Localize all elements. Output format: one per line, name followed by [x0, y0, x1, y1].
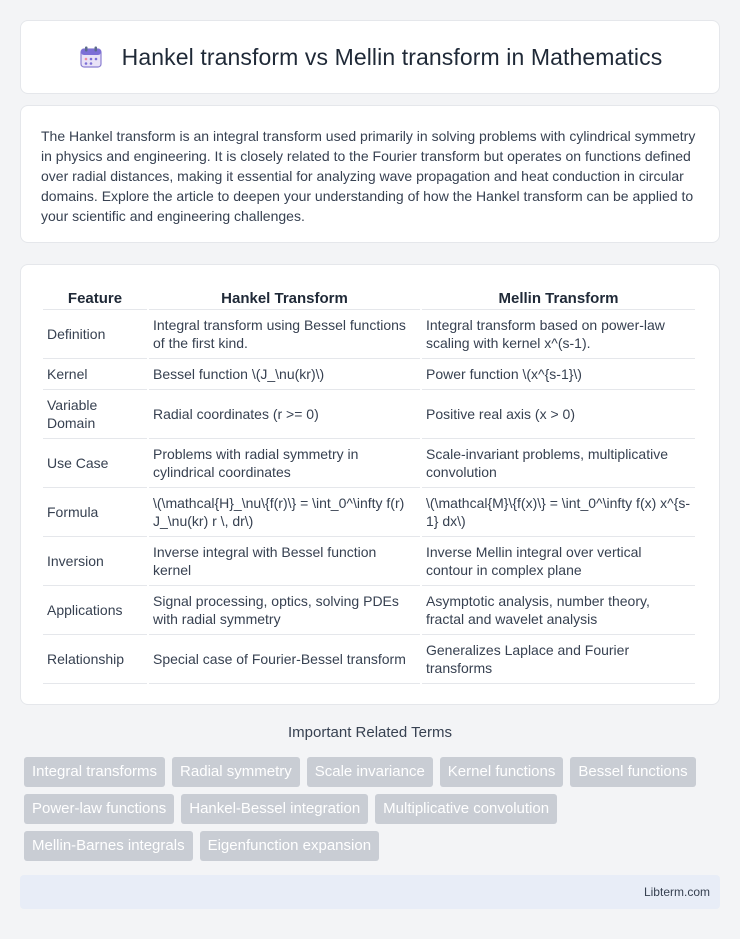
related-term-tag[interactable]: Hankel-Bessel integration [181, 794, 368, 824]
related-term-tag[interactable]: Bessel functions [570, 757, 695, 787]
table-row [43, 537, 695, 586]
related-term-tag[interactable]: Radial symmetry [172, 757, 300, 787]
related-term-tag[interactable]: Eigenfunction expansion [200, 831, 379, 861]
table-row [43, 586, 695, 635]
feature-cell: Kernel [43, 359, 147, 390]
hankel-cell: Problems with radial symmetry in cylindrical coordinates [149, 439, 420, 488]
comparison-card [20, 264, 720, 705]
feature-cell: Definition [43, 310, 147, 359]
column-header-mellin: Mellin Transform [422, 285, 695, 310]
footer-brand-link[interactable]: Libterm.com [643, 885, 710, 899]
related-term-tag[interactable]: Scale invariance [307, 757, 433, 787]
mellin-cell: Asymptotic analysis, number theory, fractal and wavelet analysis [422, 586, 695, 635]
calendar-icon [78, 44, 104, 70]
intro-text: The Hankel transform is an integral transform used primarily in solving problems with cylindrical symmetry in physics and engineering. It is closely related to the Fourier transform but operates on functions defined over radial distances, making it essential for analyzing wave propagation and heat conduction in circular domains. Explore the article to deepen your understanding of how the Hankel transform can be applied to your scientific and engineering challenges. [41, 128, 696, 224]
comparison-table [41, 285, 697, 684]
feature-cell: Formula [43, 488, 147, 537]
mellin-cell: Positive real axis (x > 0) [422, 390, 695, 439]
related-term-tag[interactable]: Kernel functions [440, 757, 564, 787]
hankel-cell: \(\mathcal{H}_\nu\{f(r)\} = \int_0^\infty f(r) J_\nu(kr) r \, dr\) [149, 488, 420, 537]
hankel-cell: Radial coordinates (r >= 0) [149, 390, 420, 439]
feature-cell: Relationship [43, 635, 147, 684]
table-row [43, 488, 695, 537]
column-header-feature: Feature [43, 285, 147, 310]
hankel-cell: Integral transform using Bessel functions of the first kind. [149, 310, 420, 359]
mellin-cell: \(\mathcal{M}\{f(x)\} = \int_0^\infty f(x) x^{s-1} dx\) [422, 488, 695, 537]
mellin-cell: Power function \(x^{s-1}\) [422, 359, 695, 390]
feature-cell: Use Case [43, 439, 147, 488]
hankel-cell: Inverse integral with Bessel function kernel [149, 537, 420, 586]
mellin-cell: Integral transform based on power-law scaling with kernel x^(s-1). [422, 310, 695, 359]
table-row [43, 635, 695, 684]
table-row [43, 439, 695, 488]
hankel-cell: Signal processing, optics, solving PDEs with radial symmetry [149, 586, 420, 635]
column-header-hankel: Hankel Transform [149, 285, 420, 310]
hankel-cell: Special case of Fourier-Bessel transform [149, 635, 420, 684]
table-row [43, 359, 695, 390]
page-title: Hankel transform vs Mellin transform in Mathematics [121, 43, 663, 70]
feature-cell: Applications [43, 586, 147, 635]
mellin-cell: Generalizes Laplace and Fourier transforms [422, 635, 695, 684]
feature-cell: Inversion [43, 537, 147, 586]
table-header-row [43, 285, 695, 310]
mellin-cell: Inverse Mellin integral over vertical contour in complex plane [422, 537, 695, 586]
intro-card [20, 105, 720, 243]
related-term-tag[interactable]: Integral transforms [24, 757, 165, 787]
related-terms-title: Important Related Terms [288, 724, 452, 741]
related-term-tag[interactable]: Multiplicative convolution [375, 794, 557, 824]
related-terms-list [24, 757, 724, 861]
related-term-tag[interactable]: Mellin-Barnes integrals [24, 831, 193, 861]
related-term-tag[interactable]: Power-law functions [24, 794, 174, 824]
table-row [43, 390, 695, 439]
hankel-cell: Bessel function \(J_\nu(kr)\) [149, 359, 420, 390]
mellin-cell: Scale-invariant problems, multiplicative convolution [422, 439, 695, 488]
footer [20, 875, 720, 909]
feature-cell: Variable Domain [43, 390, 147, 439]
table-row [43, 310, 695, 359]
header-card [20, 20, 720, 94]
